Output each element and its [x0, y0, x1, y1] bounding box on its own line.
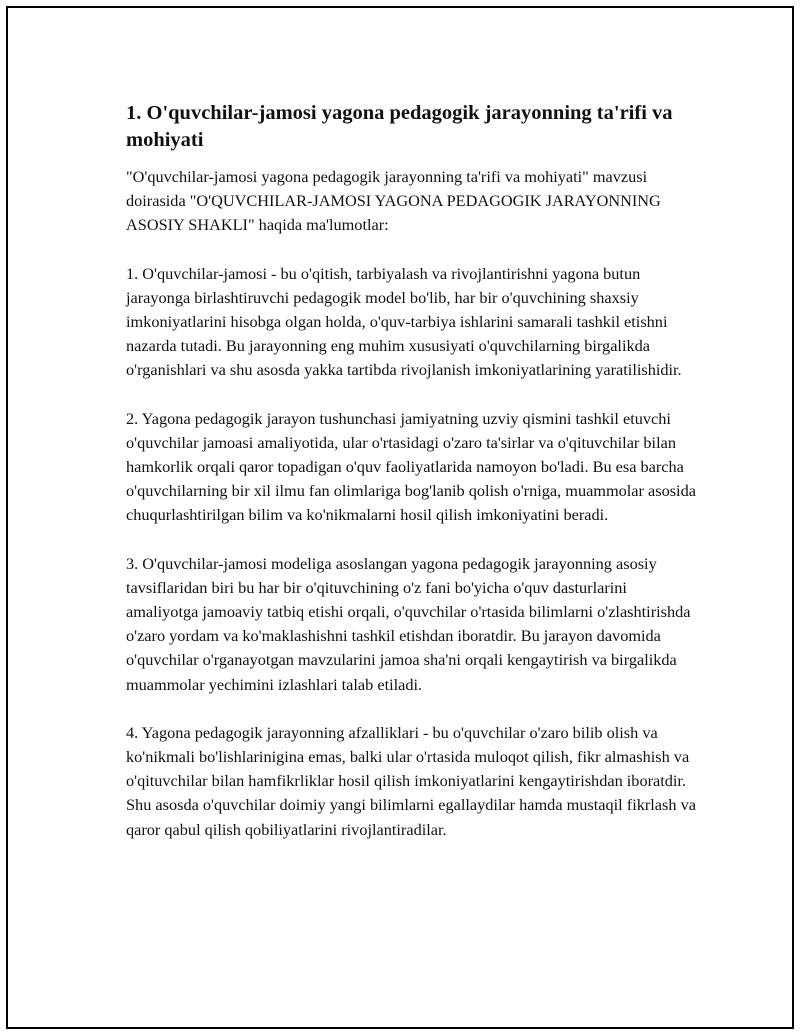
- paragraph-4: 4. Yagona pedagogik jarayonning afzalliklari - bu o'quvchilar o'zaro bilib olish va ko'nikmali bo'lishlarinigina emas, balki ular o'rtasida muloqot qilish, fikr almashish va o'qituvchilar bilan hamfikrliklar hosil qilish imkoniyatlarini kengaytirishdan iboratdir. Shu asosda o'quvchilar doimiy yangi bilimlarni egallaydilar hamda mustaqil fikrlash va qaror qabul qilish qobiliyatlarini rivojlantiradilar.: [126, 722, 696, 839]
- page-frame: [6, 6, 794, 1029]
- paragraph-3: 3. O'quvchilar-jamosi modeliga asoslangan yagona pedagogik jarayonning asosiy tavsiflaridan biri bu har bir o'qituvchining o'z fani bo'yicha o'quv dasturlarini amaliyotga jamoaviy tatbiq etishi orqali, o'quvchilar o'rtasida bilimlarni o'zlashtirishda o'zaro yordam va ko'maklashishni tashkil etishdan iboratdir. Bu jarayon davomida o'quvchilar o'rganayotgan mavzularini jamoa sha'ni orqali kengaytirish va birgalikda muammolar yechimini izlashlari talab etiladi.: [126, 553, 691, 694]
- document-body: [126, 100, 701, 866]
- intro-paragraph: "O'quvchilar-jamosi yagona pedagogik jarayonning ta'rifi va mohiyati" mavzusi doirasida "O'QUVCHILAR-JAMOSI YAGONA PEDAGOGIK JARAYONNING ASOSIY SHAKLI" haqida ma'lumotlar:: [126, 167, 661, 235]
- paragraph-2: 2. Yagona pedagogik jarayon tushunchasi jamiyatning uzviy qismini tashkil etuvchi o'quvchilar jamoasi amaliyotida, ular o'rtasidagi o'zaro ta'sirlar va o'qituvchilar bilan hamkorlik orqali qaror topadigan o'quv faoliyatlarida namoyon bo'ladi. Bu esa barcha o'quvchilarning bir xil ilmu fan olimlariga bog'lanib qolish o'rniga, muammolar asosida chuqurlashtirilgan bilim va ko'nikmalarni hosil qilish imkoniyatini beradi.: [126, 408, 696, 525]
- paragraph-1: 1. O'quvchilar-jamosi - bu o'qitish, tarbiyalash va rivojlantirishni yagona butun jarayonga birlashtiruvchi pedagogik model bo'lib, har bir o'quvchining shaxsiy imkoniyatlarini hisobga olgan holda, o'quv-tarbiya ishlarini samarali tashkil etishni nazarda tutadi. Bu jarayonning eng muhim xususiyati o'quvchilarning birgalikda o'rganishlari va shu asosda yakka tartibda rivojlanish imkoniyatlarining yaratilishidir.: [126, 263, 682, 380]
- section-heading: 1. O'quvchilar-jamosi yagona pedagogik jarayonning ta'rifi va mohiyati: [126, 102, 673, 151]
